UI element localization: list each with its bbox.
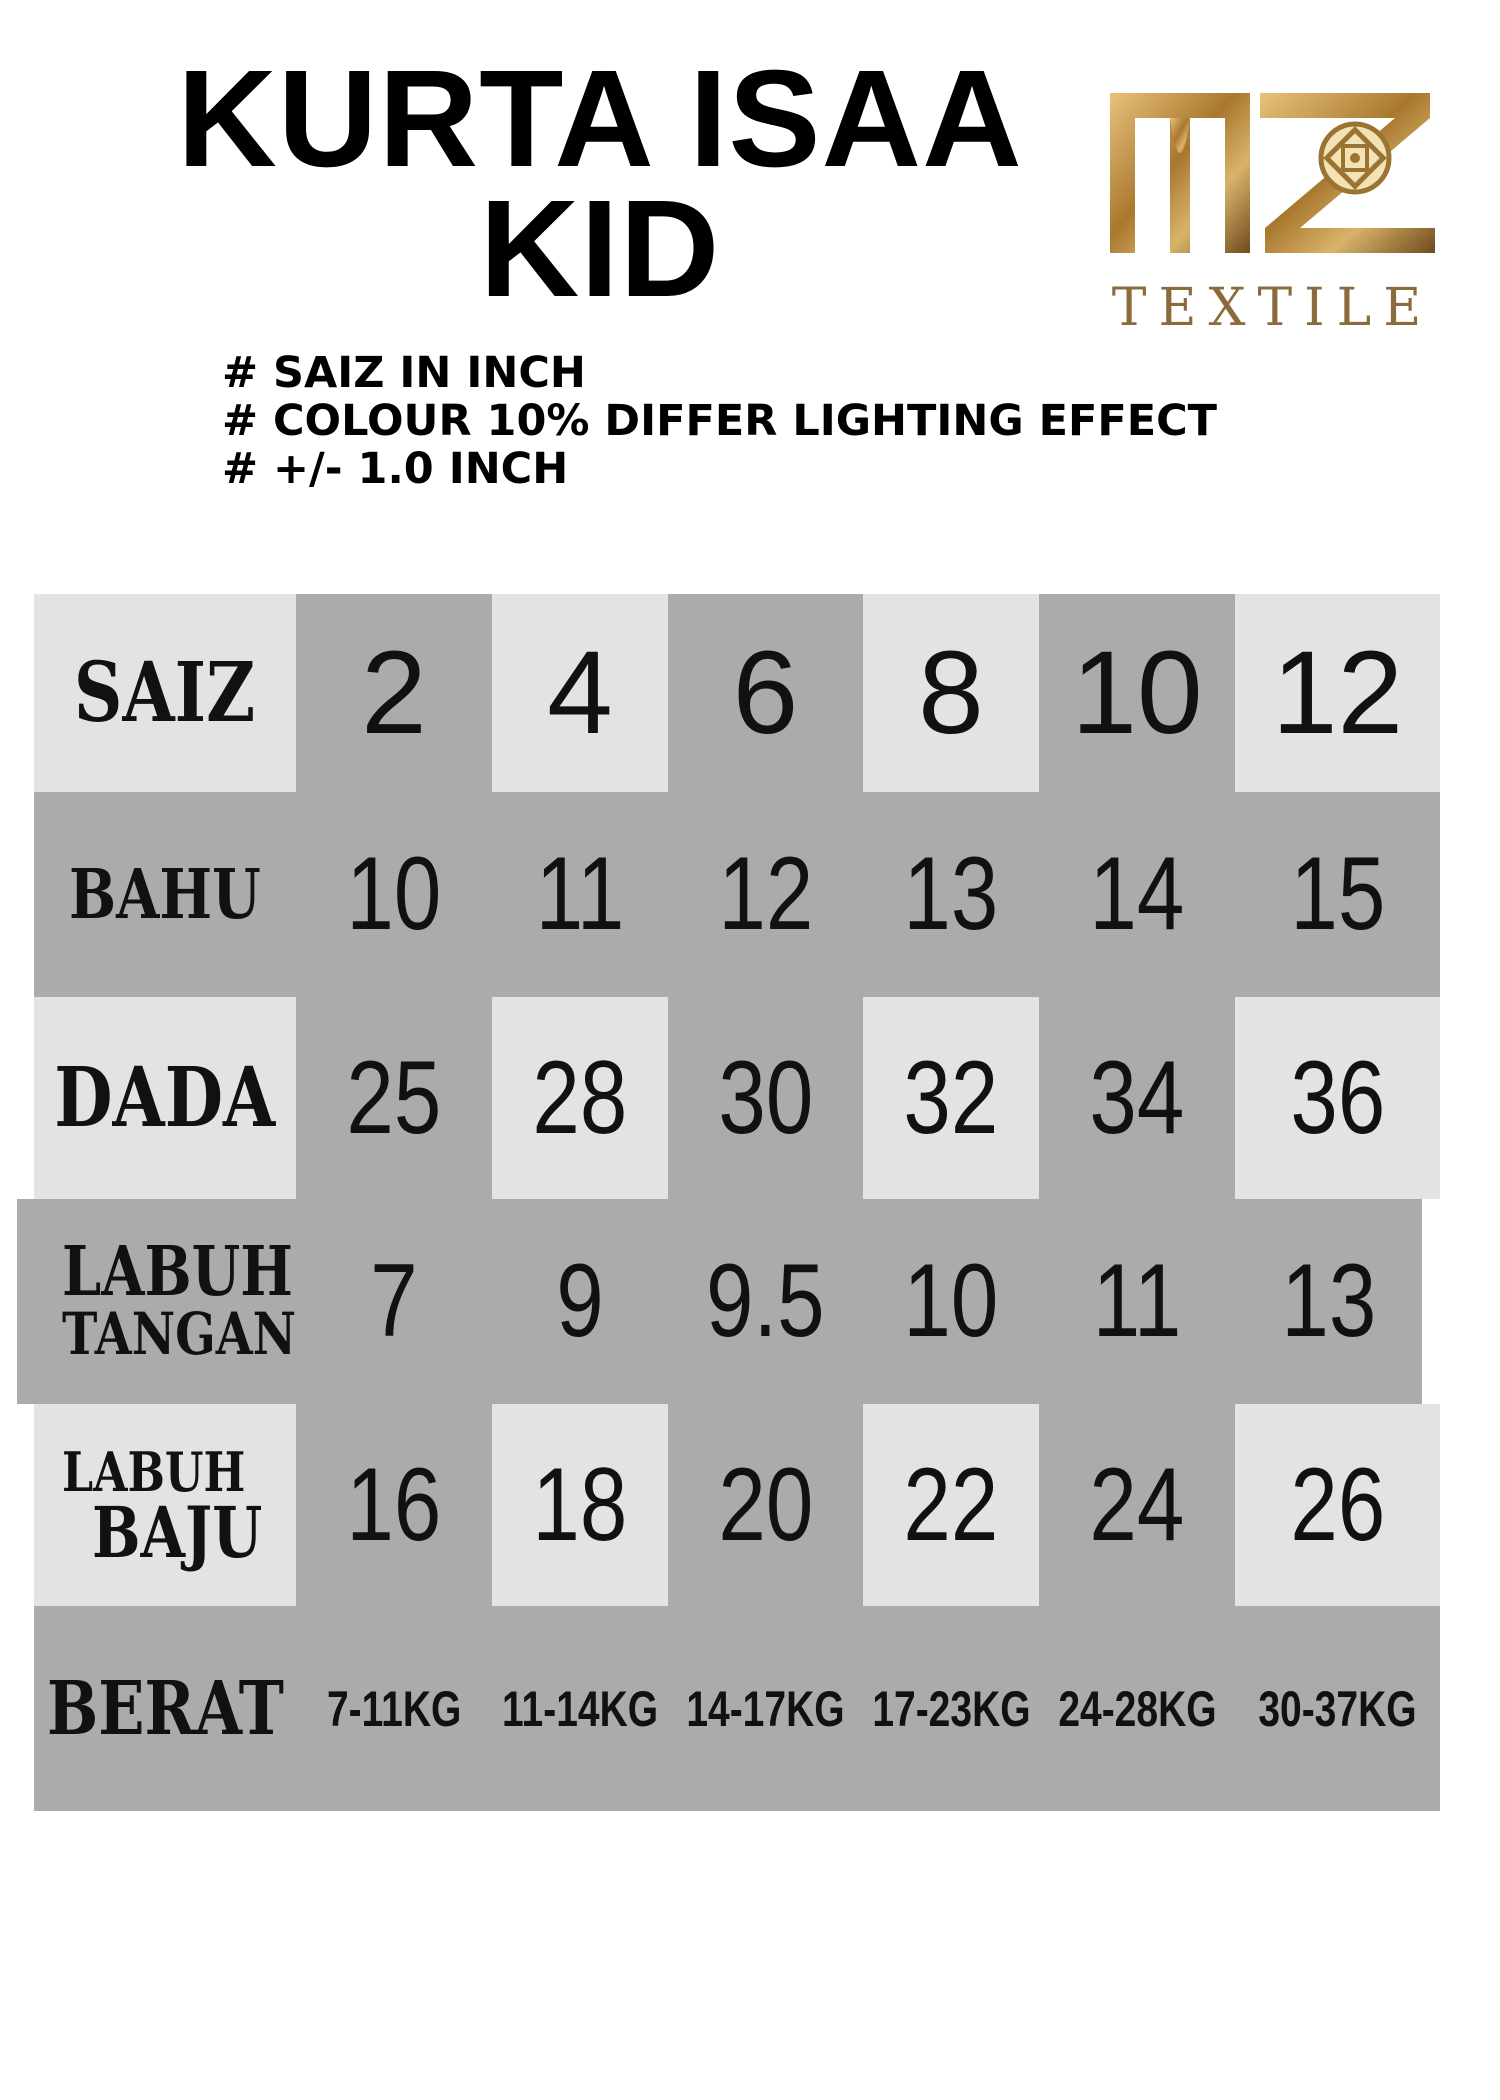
mz-monogram-icon: [1100, 78, 1445, 278]
value-cell: 15: [1290, 836, 1385, 952]
table-row-labuh-tangan: [17, 1199, 1422, 1404]
note-tolerance: # +/- 1.0 INCH: [222, 444, 569, 494]
table-row-dada: [34, 997, 1440, 1199]
note-size-unit: # SAIZ IN INCH: [222, 348, 586, 398]
row-label-dada: DADA: [34, 997, 296, 1199]
knot-emblem-icon: [1321, 124, 1389, 192]
value-cell: 13: [903, 836, 999, 952]
value-cell: 12: [718, 836, 813, 952]
value-cell: 11-14KG: [501, 1680, 659, 1737]
value-cell: 11: [1092, 1243, 1182, 1359]
title-line-1: KURTA ISAA: [177, 42, 1023, 196]
value-cell: 25: [296, 997, 492, 1199]
table-row-bahu: [34, 792, 1440, 997]
value-cell: 30: [668, 997, 863, 1199]
value-cell: 30-37KG: [1258, 1680, 1417, 1737]
size-cell: 8: [863, 594, 1039, 792]
brand-logo: [1100, 78, 1445, 338]
value-cell: 26: [1235, 1404, 1440, 1606]
notes: [222, 349, 1217, 493]
value-cell: 13: [1281, 1243, 1376, 1359]
value-cell: 9.5: [706, 1243, 825, 1359]
size-cell: 10: [1039, 594, 1235, 792]
note-colour: # COLOUR 10% DIFFER LIGHTING EFFECT: [222, 396, 1217, 446]
value-cell: 34: [1039, 997, 1235, 1199]
value-cell: 7: [370, 1243, 418, 1359]
value-cell: 11: [535, 836, 625, 952]
value-cell: 22: [863, 1404, 1039, 1606]
value-cell: 24-28KG: [1057, 1680, 1217, 1737]
size-cell: 12: [1235, 594, 1440, 792]
value-cell: 7-11KG: [326, 1680, 462, 1737]
row-label-labuh-baju: LABUH BAJU: [34, 1404, 296, 1606]
size-cell: 2: [296, 594, 492, 792]
value-cell: 10: [903, 1243, 999, 1359]
row-label-bahu: BAHU: [69, 854, 261, 935]
value-cell: 32: [863, 997, 1039, 1199]
table-row-berat: [34, 1606, 1440, 1811]
row-label-labuh-tangan: LABUH TANGAN: [62, 1231, 297, 1368]
table-row-saiz: [34, 594, 1440, 792]
value-cell: 10: [346, 836, 442, 952]
logo-text: TEXTILE: [1111, 278, 1434, 338]
size-cell: 6: [668, 594, 863, 792]
value-cell: 18: [492, 1404, 668, 1606]
title-line-2: KID: [479, 172, 721, 326]
value-cell: 28: [492, 997, 668, 1199]
table-row-labuh-baju: [34, 1404, 1440, 1606]
value-cell: 17-23KG: [871, 1680, 1031, 1737]
row-label-saiz: SAIZ: [34, 594, 296, 792]
size-chart-table: [34, 594, 1440, 1811]
value-cell: 24: [1039, 1404, 1235, 1606]
value-cell: 20: [668, 1404, 863, 1606]
value-cell: 14: [1089, 836, 1185, 952]
size-cell: 4: [492, 594, 668, 792]
row-label-berat: BERAT: [46, 1665, 284, 1752]
value-cell: 36: [1235, 997, 1440, 1199]
value-cell: 14-17KG: [686, 1680, 845, 1737]
value-cell: 9: [556, 1243, 604, 1359]
value-cell: 16: [296, 1404, 492, 1606]
